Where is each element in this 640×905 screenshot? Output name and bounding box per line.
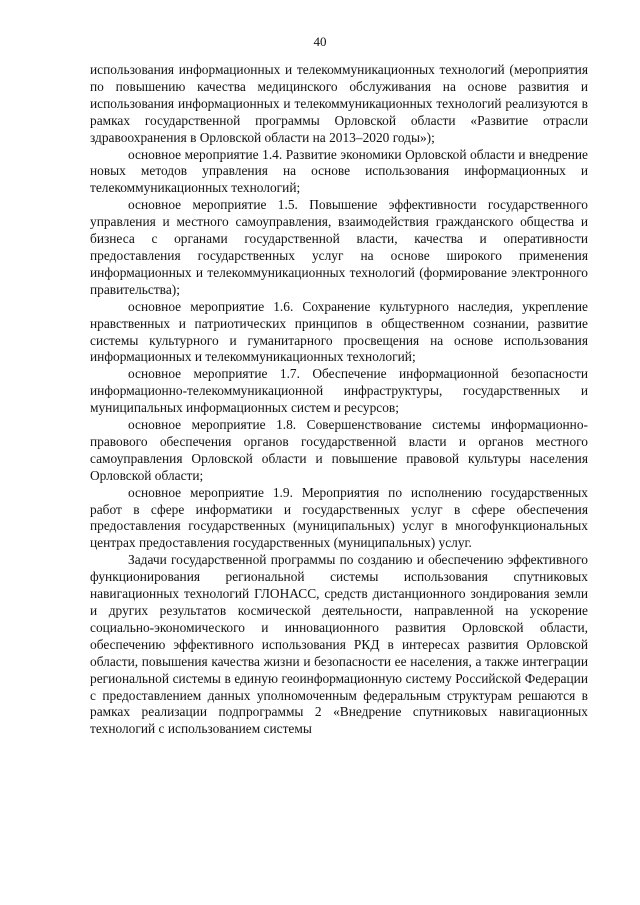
paragraph: Задачи государственной программы по созданию и обеспечению эффективного функционирования региональной системы использования спутниковых навигационных технологий ГЛОНАСС, средств дистанционного зондирования земли и других результатов космической деятельности, направленной на ускорение социально-экономического и инновационного развития Орловской области, обеспечению эффективного использования РКД в интересах развития Орловской области, повышения качества жизни и безопасности ее населения, а также интеграции региональной системы в единую геоинформационную систему Российской Федерации с предоставлением данных уполномоченным федеральным структурам решаются в рамках реализации подпрограммы 2 «Внедрение спутниковых навигационных технологий с использованием системы <box>90 552 588 737</box>
paragraph: использования информационных и телекоммуникационных технологий (мероприятия по повышению качества медицинского обслуживания на основе развития и использования информационных и телекоммуникационных технологий реализуются в рамках государственной программы Орловской области «Развитие отрасли здравоохранения в Орловской области на 2013–2020 годы»); <box>90 62 588 145</box>
paragraph: основное мероприятие 1.7. Обеспечение информационной безопасности информационно-телекоммуникационной инфраструктуры, государственных и муниципальных информационных систем и ресурсов; <box>90 366 588 416</box>
body-text <box>90 62 588 738</box>
paragraph: основное мероприятие 1.8. Совершенствование системы информационно-правового обеспечения органов государственной власти и органов местного самоуправления Орловской области и повышение правовой культуры населения Орловской области; <box>90 417 588 483</box>
paragraph: основное мероприятие 1.4. Развитие экономики Орловской области и внедрение новых методов управления на основе использования информационных и телекоммуникационных технологий; <box>90 146 588 196</box>
page-number: 40 <box>313 34 327 49</box>
paragraph: основное мероприятие 1.5. Повышение эффективности государственного управления и местного самоуправления, взаимодействия гражданского общества и бизнеса с органами государственной власти, качества и оперативности предоставления государственных услуг на основе широкого применения информационных и телекоммуникационных технологий (формирование электронного правительства); <box>90 197 588 297</box>
paragraph: основное мероприятие 1.6. Сохранение культурного наследия, укрепление нравственных и патриотических принципов в общественном сознании, развитие системы культурного и гуманитарного просвещения на основе использования информационных и телекоммуникационных технологий; <box>90 298 588 365</box>
paragraph: основное мероприятие 1.9. Мероприятия по исполнению государственных работ в сфере информатики и государственных услуг в сфере обеспечения предоставления государственных (муниципальных) услуг в многофункциональных центрах предоставления государственных (муниципальных) услуг. <box>90 484 588 551</box>
